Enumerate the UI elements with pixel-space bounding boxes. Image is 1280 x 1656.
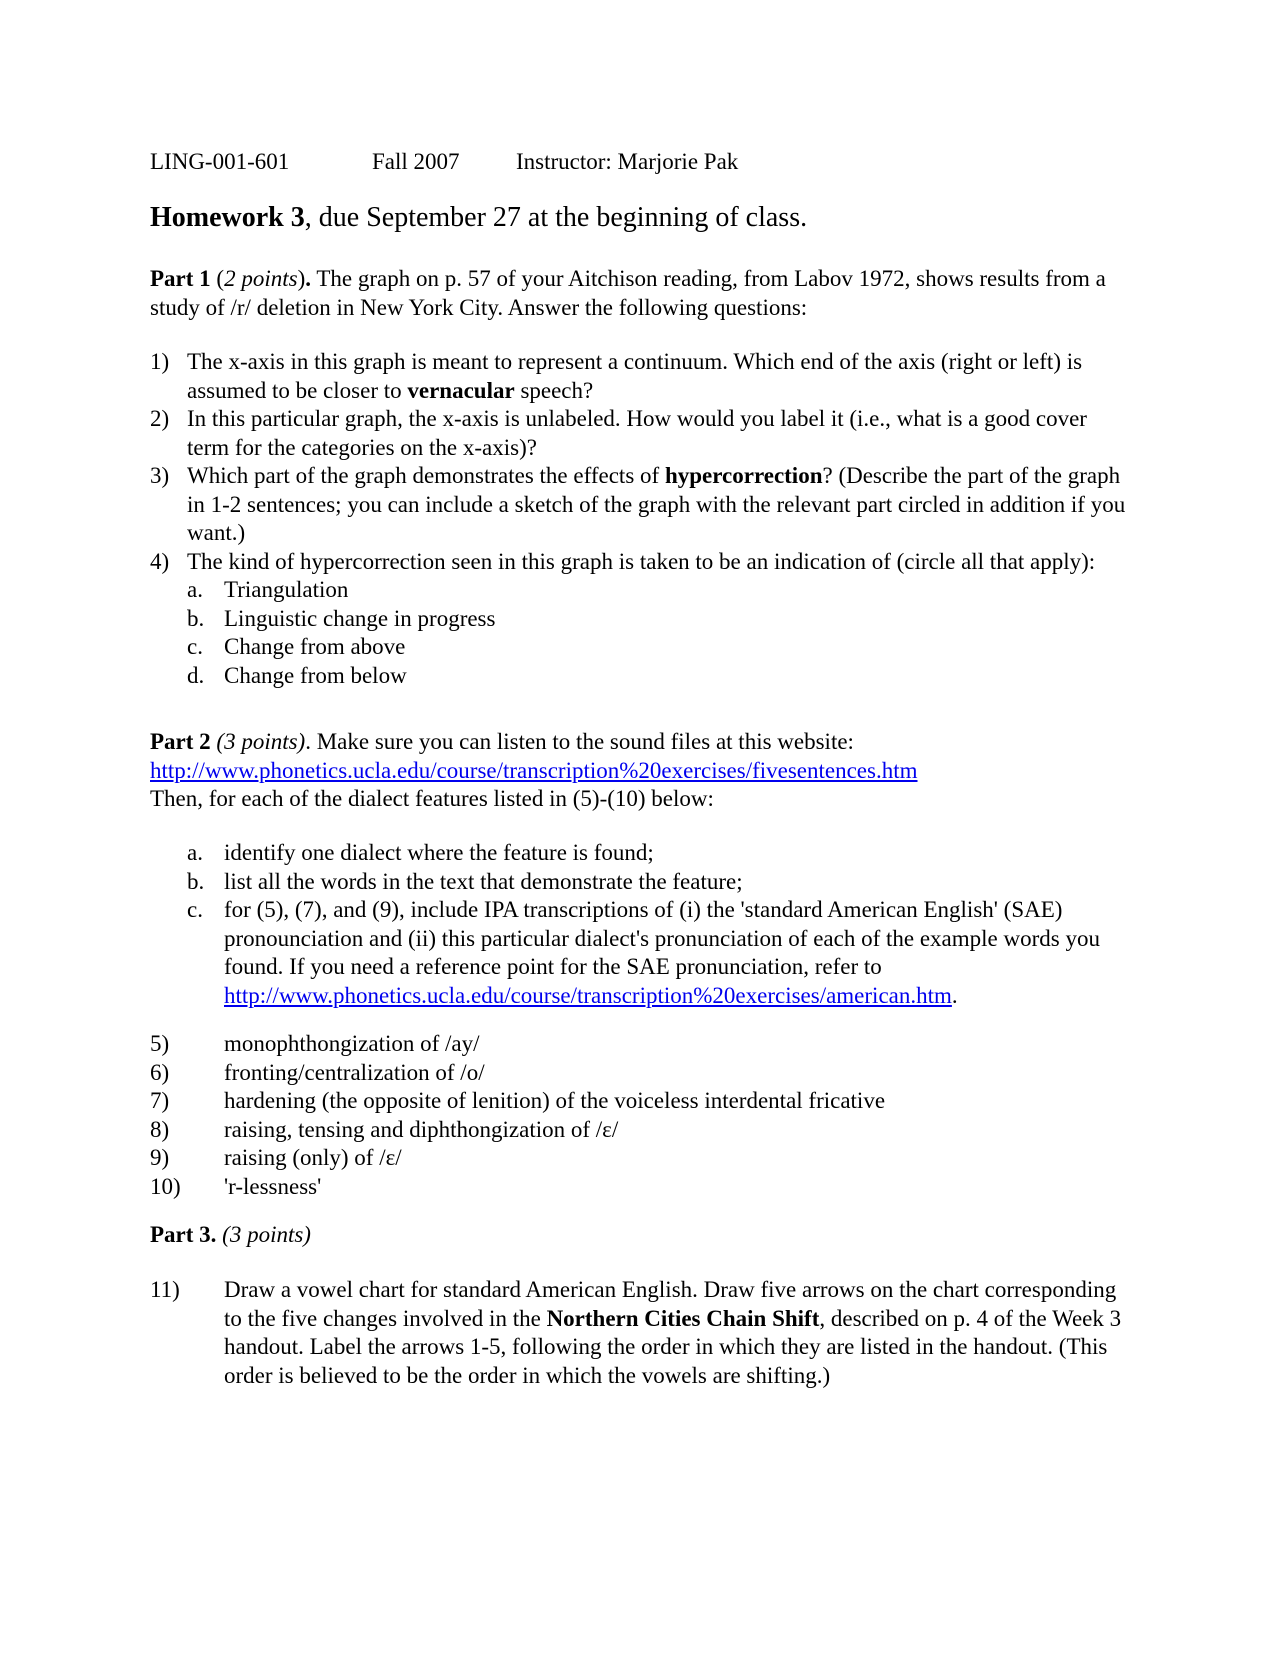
title-rest: , due September 27 at the beginning of class. xyxy=(304,202,808,233)
part2-points: (3 points) xyxy=(216,729,306,754)
part2-intro: Part 2 (3 points). Make sure you can listen to the sound files at this website: http://www.phonetics.ucla.edu/course/transcription%20exercises/fivesentences.htm Then, for each of the dialect features listed in (5)-(10) below: xyxy=(150,728,1130,814)
question-3: 3) Which part of the graph demonstrates the effects of hypercorrection? (Describe the part of the graph in 1-2 sentences; you can include a sketch of the graph with the relevant part circled in addition if you want.) xyxy=(150,463,1126,545)
course-code: LING-001-601 xyxy=(150,149,290,174)
part2-steps xyxy=(150,839,1130,1010)
american-link[interactable]: http://www.phonetics.ucla.edu/course/transcription%20exercises/american.htm xyxy=(224,982,952,1008)
feature-6: 6) fronting/centralization of /o/ xyxy=(150,1059,485,1085)
instructor: Instructor: Marjorie Pak xyxy=(516,149,739,174)
option-b: b. Linguistic change in progress xyxy=(187,605,496,631)
part3-points: (3 points) xyxy=(222,1222,311,1247)
feature-5: 5) monophthongization of /ay/ xyxy=(150,1031,480,1056)
part3-heading xyxy=(150,1221,1130,1250)
feature-7: 7) hardening (the opposite of lenition) of the voiceless interdental fricative xyxy=(150,1088,886,1113)
part2-label: Part 2 xyxy=(150,729,211,754)
question-4: 4) The kind of hypercorrection seen in this graph is taken to be an indication of (circle all that apply): xyxy=(150,548,1096,574)
step-b: b. list all the words in the text that demonstrate the feature; xyxy=(187,868,743,894)
part1-points: 2 points xyxy=(224,266,298,291)
feature-10: 10) 'r-lessness' xyxy=(150,1173,322,1199)
part1-intro: Part 1 (2 points). The graph on p. 57 of your Aitchison reading, from Labov 1972, shows results from a study of /r/ deletion in New York City. Answer the following questions: xyxy=(150,266,1106,320)
option-d: d. Change from below xyxy=(187,662,407,688)
feature-8: 8) raising, tensing and diphthongization of /ɛ/ xyxy=(150,1116,619,1142)
part1-label: Part 1 xyxy=(150,266,211,291)
part3-question xyxy=(150,1276,1130,1390)
step-a: a. identify one dialect where the feature is found; xyxy=(187,840,654,865)
term: Fall 2007 xyxy=(372,149,460,174)
part1-questions xyxy=(150,348,1130,690)
part3-label: Part 3. xyxy=(150,1222,217,1247)
question-2: 2) In this particular graph, the x-axis is unlabeled. How would you label it (i.e., what is a good cover term for the categories on the x-axis)? xyxy=(150,406,1087,460)
page-title xyxy=(150,204,807,233)
fivesentences-link[interactable]: http://www.phonetics.ucla.edu/course/transcription%20exercises/fivesentences.htm xyxy=(150,757,918,783)
option-c: c. Change from above xyxy=(187,634,406,659)
option-a: a. Triangulation xyxy=(187,577,349,602)
dialect-features xyxy=(150,1030,1130,1201)
part1-intro-text: The graph on p. 57 of your Aitchison reading, from Labov 1972, shows results from a study of /r/ deletion in New York City. Answer the following questions: xyxy=(150,266,1106,320)
title-bold: Homework 3 xyxy=(150,202,305,233)
feature-9: 9) raising (only) of /ɛ/ xyxy=(150,1145,402,1170)
question-1: 1) The x-axis in this graph is meant to represent a continuum. Which end of the axis (right or left) is assumed to be closer to vernacular speech? xyxy=(150,349,1083,403)
question-11: 11) Draw a vowel chart for standard American English. Draw five arrows on the chart corresponding to the five changes involved in the Northern Cities Chain Shift, described on p. 4 of the Week 3 handout. Label the arrows 1-5, following the order in which they are listed in the handout. (This order is believed to be the order in which the vowels are shifting.) xyxy=(150,1277,1122,1388)
part2-then: Then, for each of the dialect features listed in (5)-(10) below: xyxy=(150,786,714,811)
step-c: c. for (5), (7), and (9), include IPA transcriptions of (i) the 'standard American English' (SAE) pronounciation and (ii) this particular dialect's pronunciation of each of the example words you found. If you need a reference point for the SAE pronunciation, refer to http://www.phonetics.ucla.edu/course/transcription%20exercises/american.htm. xyxy=(187,897,1100,1008)
